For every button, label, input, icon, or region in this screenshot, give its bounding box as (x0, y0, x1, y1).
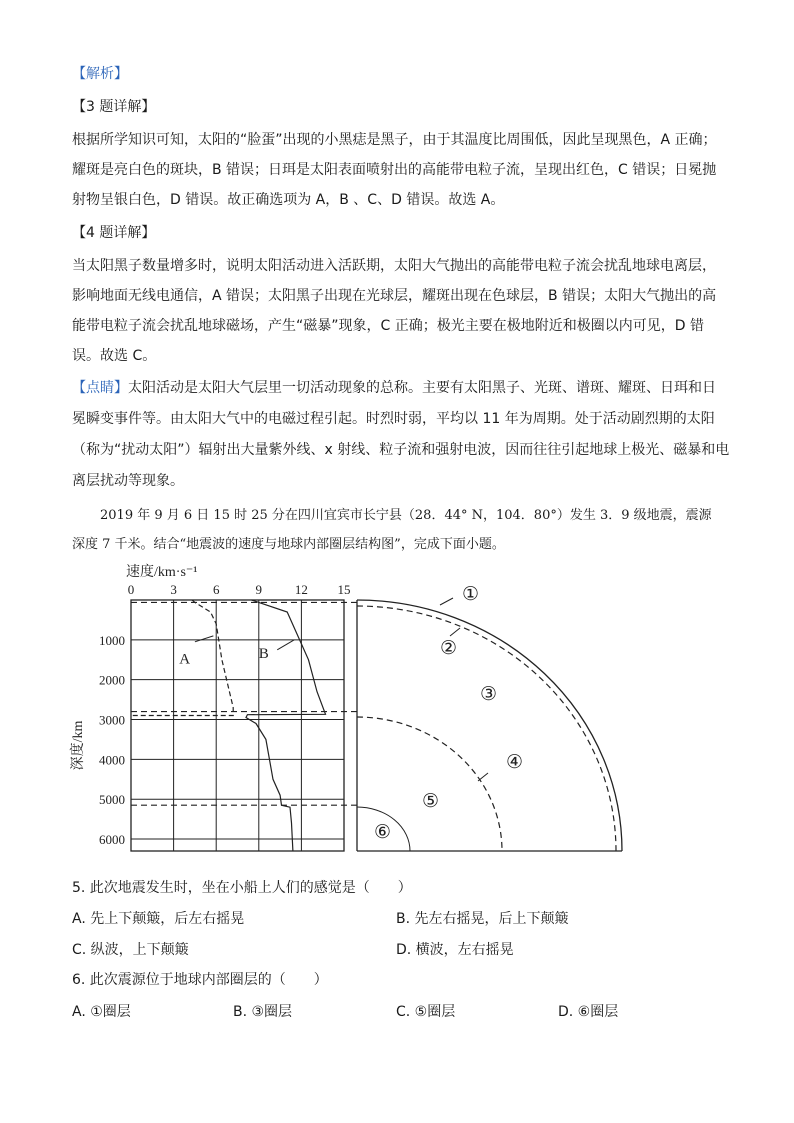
question-6: 6. 此次震源位于地球内部圈层的（ ） (72, 972, 328, 988)
tip-line-2: 冕瞬变事件等。由太阳大气中的电磁过程引起。时烈时弱，平均以 11 年为周期。处于活动剧烈期的太阳 (72, 411, 715, 427)
y-tick-label: 2000 (99, 672, 125, 688)
layer-4-leader (478, 773, 488, 781)
series-a-leader (195, 636, 213, 642)
x-tick-label: 3 (170, 582, 177, 597)
q5-option-a[interactable]: A. 先上下颠簸，后左右摇晃 (72, 911, 245, 927)
x-tick-label: 0 (127, 582, 135, 597)
q5-option-b[interactable]: B. 先左右摇晃，后上下颠簸 (396, 911, 569, 927)
q4-line-1: 当太阳黑子数量增多时，说明太阳活动进入活跃期，太阳大气抛出的高能带电粒子流会扰乱地球电离层， (72, 258, 716, 274)
layer-1-leader (440, 598, 453, 605)
plot-frame (131, 600, 344, 851)
x-tick-label: 6 (212, 582, 220, 597)
y-tick-label: 1000 (99, 632, 125, 648)
x-tick-label: 15 (337, 582, 351, 597)
layer-label-6: ⑥ (374, 822, 392, 843)
series-b-leader (277, 640, 294, 650)
y-axis-title: 深度/km (71, 720, 86, 771)
tip-line-4: 离层扰动等现象。 (72, 473, 184, 489)
y-tick-label: 4000 (99, 752, 125, 768)
q6-option-b[interactable]: B. ③圈层 (233, 1004, 293, 1020)
seismic-figure (60, 560, 660, 860)
q4-label: 【4 题详解】 (72, 225, 156, 241)
intro-line-2: 深度 7 千米。结合“地震波的速度与地球内部圈层结构图”，完成下面小题。 (72, 537, 505, 552)
y-tick-label: 3000 (99, 712, 125, 728)
x-axis-title: 速度/km·s⁻¹ (126, 565, 198, 580)
tip-line-1 (72, 378, 732, 398)
question-5: 5. 此次地震发生时，坐在小船上人们的感觉是（ ） (72, 880, 412, 896)
q4-line-4: 误。故选 C。 (72, 348, 157, 364)
q3-label: 【3 题详解】 (72, 99, 156, 115)
tip-label: 【点睛】 (72, 380, 128, 396)
y-tick-label: 6000 (99, 832, 125, 848)
q4-line-3: 能带电粒子流会扰乱地球磁场，产生“磁暴”现象，C 正确；极光主要在极地附近和极圈以内可见，D 错 (72, 318, 704, 334)
series-b-label: B (258, 645, 269, 662)
q6-option-a[interactable]: A. ①圈层 (72, 1004, 131, 1020)
q5-option-d[interactable]: D. 横波，左右摇晃 (396, 942, 514, 958)
y-tick-label: 5000 (99, 792, 125, 808)
series-curve-B (246, 600, 326, 851)
q5-option-c[interactable]: C. 纵波，上下颠簸 (72, 942, 189, 958)
layer-2-leader (450, 628, 460, 636)
intro-line-1: 2019 年 9 月 6 日 15 时 25 分在四川宜宾市长宁县（28．44° N，104．80°）发生 3．9 级地震，震源 (100, 508, 712, 523)
layer-label-3: ③ (480, 684, 498, 705)
layer-label-1: ① (462, 584, 480, 605)
x-tick-label: 12 (294, 582, 308, 597)
earth-surface-arc (357, 600, 622, 851)
moho-boundary-arc (357, 606, 616, 851)
analysis-label: 【解析】 (72, 66, 128, 82)
q6-option-c[interactable]: C. ⑤圈层 (396, 1004, 456, 1020)
earth-layers-diagram (357, 584, 622, 851)
q3-line-1: 根据所学知识可知，太阳的“脸蛋”出现的小黑痣是黑子，由于其温度比周围低，因此呈现黑色，A 正确； (72, 132, 717, 148)
q4-line-2: 影响地面无线电通信，A 错误；太阳黑子出现在光球层，耀斑出现在色球层，B 错误；太阳大气抛出的高 (72, 288, 717, 304)
q3-line-3: 射物呈银白色，D 错误。故正确选项为 A，B 、C、D 错误。故选 A。 (72, 192, 505, 208)
layer-label-5: ⑤ (422, 791, 440, 812)
tip-text-1: 太阳活动是太阳大气层里一切活动现象的总称。主要有太阳黑子、光斑、谱斑、耀斑、日珥和日 (128, 380, 716, 396)
q6-option-d[interactable]: D. ⑥圈层 (558, 1004, 619, 1020)
tip-line-3: （称为“扰动太阳”）辐射出大量紫外线、x 射线、粒子流和强射电波，因而往往引起地球上极光、磁暴和电 (72, 442, 730, 458)
x-tick-label: 9 (255, 582, 263, 597)
layer-label-4: ④ (506, 752, 524, 773)
layer-label-2: ② (440, 638, 458, 659)
series-a-label: A (179, 651, 191, 668)
q3-line-2: 耀斑是亮白色的斑块，B 错误；日珥是太阳表面喷射出的高能带电粒子流，呈现出红色，C 错误；日冕抛 (72, 162, 717, 178)
